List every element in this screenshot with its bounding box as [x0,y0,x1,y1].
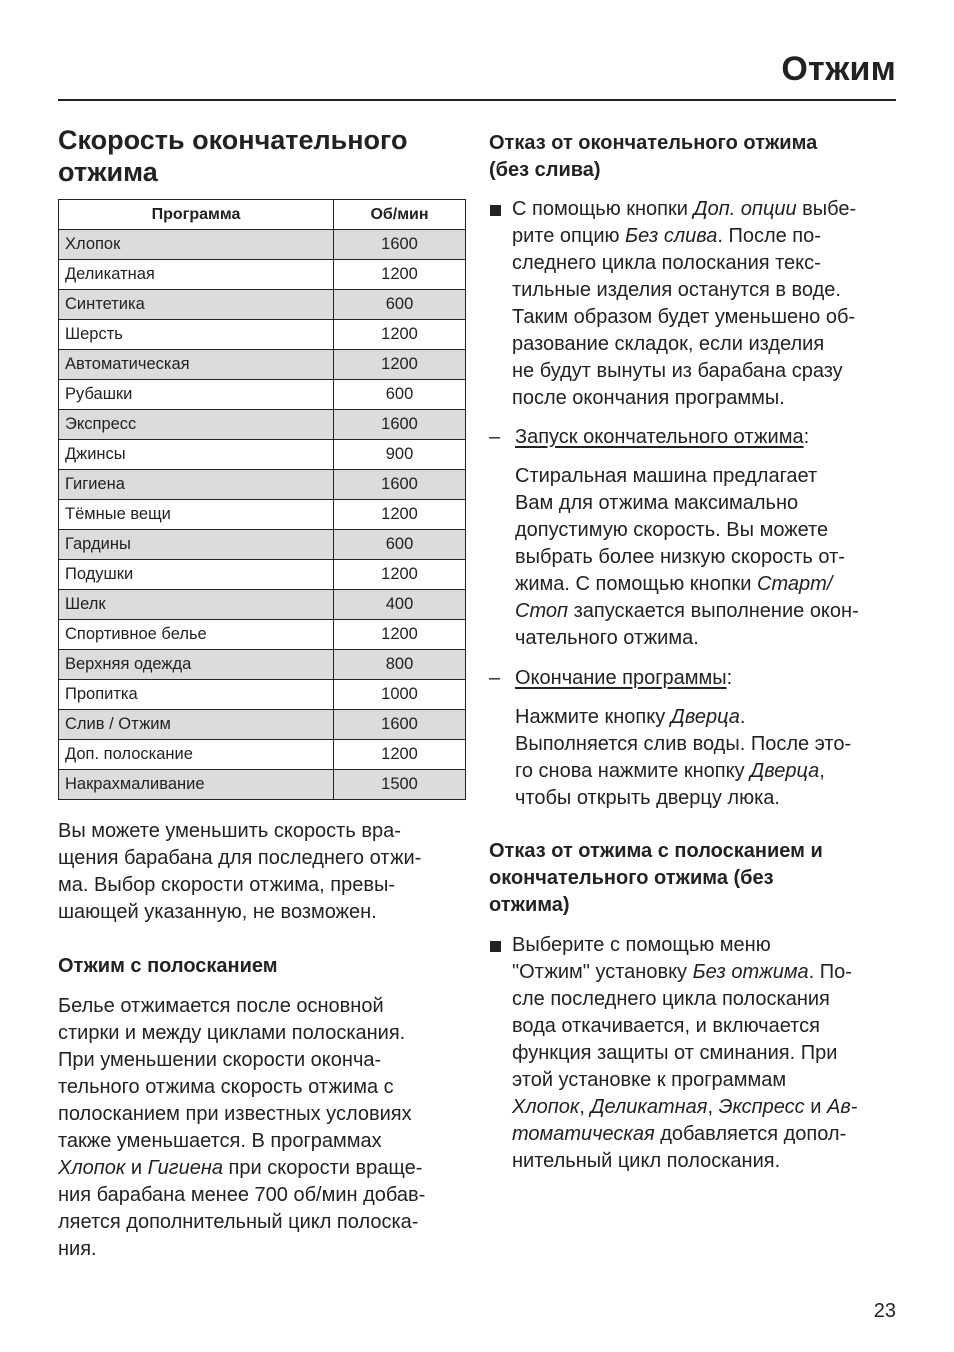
no-drain-heading: Отказ от окончательного отжима (без слива) [489,132,818,181]
table-row [59,680,466,710]
rpm-cell: 800 [334,650,466,680]
program-cell: Шерсть [59,320,334,350]
final-spin-start-text: Стиральная машина предлагает Вам для отжима максимально допустимую скорость. Вы можете выбрать более низкую скорость от- жима. С помощью кнопки Старт/ Стоп запускается выполнение окон- чательного отжима. [515,465,859,649]
dash-marker: – [489,426,501,448]
program-end-text: Нажмите кнопку Дверца. Выполняется слив воды. После это- го снова нажмите кнопку Дверца, чтобы открыть дверцу люка. [515,706,852,809]
final-spin-start-label: Запуск окончательного отжима [515,426,804,448]
rpm-cell: 1600 [334,230,466,260]
table-row [59,320,466,350]
rpm-cell: 1600 [334,410,466,440]
program-cell: Тёмные вещи [59,500,334,530]
program-cell: Накрахмаливание [59,770,334,800]
program-cell: Экспресс [59,410,334,440]
header-rule [58,99,896,101]
table-row [59,710,466,740]
speed-reduction-paragraph: Вы можете уменьшить скорость вра- щения барабана для последнего отжи- ма. Выбор скорости отжима, превы- шающей указанную, не возможен. [58,820,422,923]
column-header-rpm: Об/мин [334,200,466,230]
program-cell: Деликатная [59,260,334,290]
table-row [59,380,466,410]
program-cell: Гардины [59,530,334,560]
rpm-cell: 600 [334,290,466,320]
program-cell: Автоматическая [59,350,334,380]
rpm-cell: 600 [334,380,466,410]
program-cell: Джинсы [59,440,334,470]
table-row [59,410,466,440]
table-row [59,260,466,290]
rpm-cell: 1200 [334,320,466,350]
final-spin-start-item: – Запуск окончательного отжима: [489,424,899,451]
table-row [59,590,466,620]
program-cell: Гигиена [59,470,334,500]
square-bullet-icon [490,941,501,952]
rpm-cell: 1500 [334,770,466,800]
table-row [59,650,466,680]
program-cell: Слив / Отжим [59,710,334,740]
square-bullet-icon [490,205,501,216]
left-column [58,124,466,1263]
program-cell: Синтетика [59,290,334,320]
rpm-cell: 1200 [334,740,466,770]
table-header-row [59,200,466,230]
no-spin-heading: Отказ от отжима с полосканием и окончательного отжима (без отжима) [489,840,823,916]
program-cell: Спортивное белье [59,620,334,650]
table-row [59,740,466,770]
page-header-title: Отжим [781,50,896,88]
rpm-cell: 400 [334,590,466,620]
table-row [59,620,466,650]
program-cell: Рубашки [59,380,334,410]
table-row [59,230,466,260]
program-end-item: – Окончание программы: [489,665,899,692]
table-row [59,770,466,800]
rpm-cell: 1200 [334,560,466,590]
program-cell: Подушки [59,560,334,590]
table-row [59,440,466,470]
table-row [59,560,466,590]
table-row [59,290,466,320]
rpm-cell: 600 [334,530,466,560]
table-row [59,470,466,500]
column-header-program: Программа [59,200,334,230]
dash-marker: – [489,667,501,689]
page-number: 23 [873,1300,896,1322]
rpm-cell: 1200 [334,620,466,650]
spin-speed-heading: Скорость окончательного отжима [58,125,408,187]
rpm-cell: 1600 [334,470,466,500]
program-cell: Верхняя одежда [59,650,334,680]
table-row [59,500,466,530]
program-cell: Шелк [59,590,334,620]
rpm-cell: 1200 [334,350,466,380]
program-cell: Хлопок [59,230,334,260]
program-cell: Доп. полоскание [59,740,334,770]
rinse-spin-paragraph: Белье отжимается после основной стирки и между циклами полоскания. При уменьшении скорости оконча- тельного отжима скорость отжима с полосканием при известных условиях также уменьшается. В программах Хлопок и Гигиена при скорости враще- ния барабана менее 700 об/мин добав- ляется дополнительный цикл полоска- ния. [58,995,426,1260]
rpm-cell: 900 [334,440,466,470]
rinse-spin-heading: Отжим с полосканием [58,955,278,977]
table-row [59,530,466,560]
no-drain-bullet: С помощью кнопки Доп. опции выбе- рите опцию Без слива. После по- следнего цикла полоскания текс- тильные изделия останутся в воде. Таким образом будет уменьшено об- разование складок, если изделия не будут вынуты из барабана сразу после окончания программы. [489,196,899,412]
rpm-cell: 1200 [334,260,466,290]
no-spin-bullet: Выберите с помощью меню "Отжим" установку Без отжима. По- сле последнего цикла полоскания вода откачивается, и включается функция защиты от сминания. При этой установке к программам Хлопок, Деликатная, Экспресс и Ав- томатическая добавляется допол- нительный цикл полоскания. [489,932,899,1175]
spin-speed-table [58,199,466,800]
rpm-cell: 1600 [334,710,466,740]
right-column [489,130,899,1175]
rpm-cell: 1000 [334,680,466,710]
program-end-label: Окончание программы [515,667,727,689]
program-cell: Пропитка [59,680,334,710]
table-row [59,350,466,380]
rpm-cell: 1200 [334,500,466,530]
